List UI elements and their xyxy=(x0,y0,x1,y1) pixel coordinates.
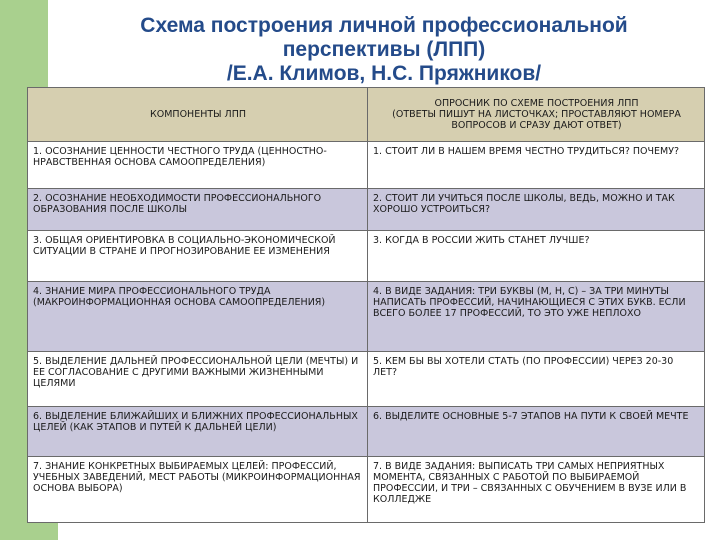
table-row xyxy=(28,282,705,352)
question-cell: 1. СТОИТ ЛИ В НАШЕМ ВРЕМЯ ЧЕСТНО ТРУДИТЬСЯ? ПОЧЕМУ? xyxy=(368,142,705,189)
component-cell: 6. ВЫДЕЛЕНИЕ БЛИЖАЙШИХ И БЛИЖНИХ ПРОФЕССИОНАЛЬНЫХ ЦЕЛЕЙ (КАК ЭТАПОВ И ПУТЕЙ К ДАЛЬНЕЙ ЦЕЛИ) xyxy=(28,407,368,457)
question-cell: 6. ВЫДЕЛИТЕ ОСНОВНЫЕ 5-7 ЭТАПОВ НА ПУТИ К СВОЕЙ МЕЧТЕ xyxy=(368,407,705,457)
component-cell: 1. ОСОЗНАНИЕ ЦЕННОСТИ ЧЕСТНОГО ТРУДА (ЦЕННОСТНО-НРАВСТВЕННАЯ ОСНОВА САМООПРЕДЕЛЕНИЯ) xyxy=(28,142,368,189)
table-row xyxy=(28,231,705,282)
table-row xyxy=(28,407,705,457)
header-questionnaire-note: (ОТВЕТЫ ПИШУТ НА ЛИСТОЧКАХ; ПРОСТАВЛЯЮТ НОМЕРА ВОПРОСОВ И СРАЗУ ДАЮТ ОТВЕТ) xyxy=(392,109,681,131)
page-title xyxy=(48,14,720,86)
component-cell: 3. ОБЩАЯ ОРИЕНТИРОВКА В СОЦИАЛЬНО-ЭКОНОМИЧЕСКОЙ СИТУАЦИИ В СТРАНЕ И ПРОГНОЗИРОВАНИЕ ЕЕ ИЗМЕНЕНИЯ xyxy=(28,231,368,282)
component-cell: 4. ЗНАНИЕ МИРА ПРОФЕССИОНАЛЬНОГО ТРУДА (МАКРОИНФОРМАЦИОННАЯ ОСНОВА САМООПРЕДЕЛЕНИЯ) xyxy=(28,282,368,352)
table-row xyxy=(28,352,705,407)
title-line-1: Схема построения личной профессиональной xyxy=(140,14,628,37)
component-cell: 2. ОСОЗНАНИЕ НЕОБХОДИМОСТИ ПРОФЕССИОНАЛЬНОГО ОБРАЗОВАНИЯ ПОСЛЕ ШКОЛЫ xyxy=(28,189,368,231)
table-row xyxy=(28,142,705,189)
question-cell: 4. В ВИДЕ ЗАДАНИЯ: ТРИ БУКВЫ (М, Н, С) – ЗА ТРИ МИНУТЫ НАПИСАТЬ ПРОФЕССИЙ, НАЧИНАЮЩИЕСЯ С ЭТИХ БУКВ. ЕСЛИ ВСЕГО БОЛЕЕ 17 ПРОФЕССИЙ, ТО ЭТО УЖЕ НЕПЛОХО xyxy=(368,282,705,352)
question-cell: 5. КЕМ БЫ ВЫ ХОТЕЛИ СТАТЬ (ПО ПРОФЕССИИ) ЧЕРЕЗ 20-30 ЛЕТ? xyxy=(368,352,705,407)
question-cell: 7. В ВИДЕ ЗАДАНИЯ: ВЫПИСАТЬ ТРИ САМЫХ НЕПРИЯТНЫХ МОМЕНТА, СВЯЗАННЫХ С РАБОТОЙ ПО ВЫБИРАЕМОЙ ПРОФЕССИИ, И ТРИ – СВЯЗАННЫХ С ОБУЧЕНИЕМ В ВУЗЕ ИЛИ В КОЛЛЕДЖЕ xyxy=(368,457,705,523)
table-row xyxy=(28,457,705,523)
header-components: КОМПОНЕНТЫ ЛПП xyxy=(28,88,368,142)
title-line-2: перспективы (ЛПП) xyxy=(282,38,486,61)
header-questionnaire xyxy=(368,88,705,142)
component-cell: 5. ВЫДЕЛЕНИЕ ДАЛЬНЕЙ ПРОФЕССИОНАЛЬНОЙ ЦЕЛИ (МЕЧТЫ) И ЕЕ СОГЛАСОВАНИЕ С ДРУГИМИ ВАЖНЫМИ ЖИЗНЕННЫМИ ЦЕЛЯМИ xyxy=(28,352,368,407)
table-header-row xyxy=(28,88,705,142)
table-row xyxy=(28,189,705,231)
question-cell: 2. СТОИТ ЛИ УЧИТЬСЯ ПОСЛЕ ШКОЛЫ, ВЕДЬ, МОЖНО И ТАК ХОРОШО УСТРОИТЬСЯ? xyxy=(368,189,705,231)
lpp-table xyxy=(27,87,705,523)
header-questionnaire-title: ОПРОСНИК ПО СХЕМЕ ПОСТРОЕНИЯ ЛПП xyxy=(434,98,639,109)
title-line-3: /Е.А. Климов, Н.С. Пряжников/ xyxy=(226,62,542,85)
question-cell: 3. КОГДА В РОССИИ ЖИТЬ СТАНЕТ ЛУЧШЕ? xyxy=(368,231,705,282)
component-cell: 7. ЗНАНИЕ КОНКРЕТНЫХ ВЫБИРАЕМЫХ ЦЕЛЕЙ: ПРОФЕССИЙ, УЧЕБНЫХ ЗАВЕДЕНИЙ, МЕСТ РАБОТЫ (МИКРОИНФОРМАЦИОННАЯ ОСНОВА ВЫБОРА) xyxy=(28,457,368,523)
